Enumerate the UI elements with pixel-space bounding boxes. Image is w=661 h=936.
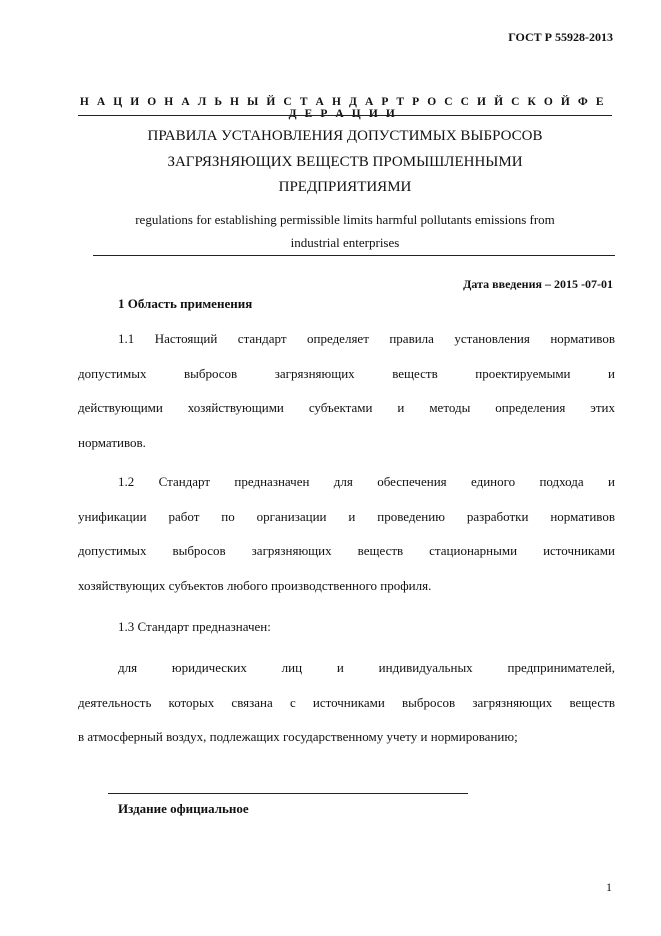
paragraph-line: 1.1 Настоящий стандарт определяет правила установления нормативов [118,331,615,346]
paragraph-line: 1.2 Стандарт предназначен для обеспечения единого подхода и [118,474,615,489]
paragraph-line: действующими хозяйствующими субъектами и методы определения этих [78,400,615,415]
paragraph-line: деятельность которых связана с источниками выбросов загрязняющих веществ [78,694,615,710]
document-code: ГОСТ Р 55928-2013 [508,30,613,44]
page-number: 1 [606,880,612,894]
header-rule [78,115,612,116]
paragraph-line: допустимых выбросов загрязняющих веществ проектируемыми и [78,365,615,381]
title-line: ПРЕДПРИЯТИЯМИ [278,179,412,195]
document-title [78,124,612,201]
section-heading: 1 Область применения [118,296,253,311]
title-rule [93,255,615,256]
footnote-rule [108,793,468,794]
paragraph-line: в атмосферный воздух, подлежащих государственному учету и нормированию; [78,729,518,744]
title-line: ПРАВИЛА УСТАНОВЛЕНИЯ ДОПУСТИМЫХ ВЫБРОСОВ [147,128,543,144]
subtitle-line: regulations for establishing permissible limits harmful pollutants emissions from [135,212,555,227]
paragraph-line: для юридических лиц и индивидуальных предпринимателей, [118,660,615,675]
document-subtitle-english [78,208,612,254]
paragraph-line: допустимых выбросов загрязняющих веществ стационарными источниками [78,543,615,558]
title-line: ЗАГРЯЗНЯЮЩИХ ВЕЩЕСТВ ПРОМЫШЛЕННЫМИ [167,153,523,170]
paragraph-line: унификации работ по организации и проведению разработки нормативов [78,508,615,524]
paragraph-1-3-item [78,651,615,755]
paragraph-line: нормативов. [78,434,146,450]
paragraph-1-3: 1.3 Стандарт предназначен: [118,619,271,634]
paragraph-line: хозяйствующих субъектов любого производственного профиля. [78,577,432,593]
paragraph-1-2 [78,465,615,603]
official-edition-note: Издание официальное [118,801,249,816]
paragraph-1-1 [78,322,615,460]
introduction-date: Дата введения – 2015 -07-01 [463,277,613,291]
subtitle-line: industrial enterprises [290,235,400,250]
national-standard-heading: Н А Ц И О Н А Л Ь Н Ы Й С Т А Н Д А Р Т Р О С С И Й С К О Й Ф Е Д Е Р А Ц И И [79,96,607,120]
